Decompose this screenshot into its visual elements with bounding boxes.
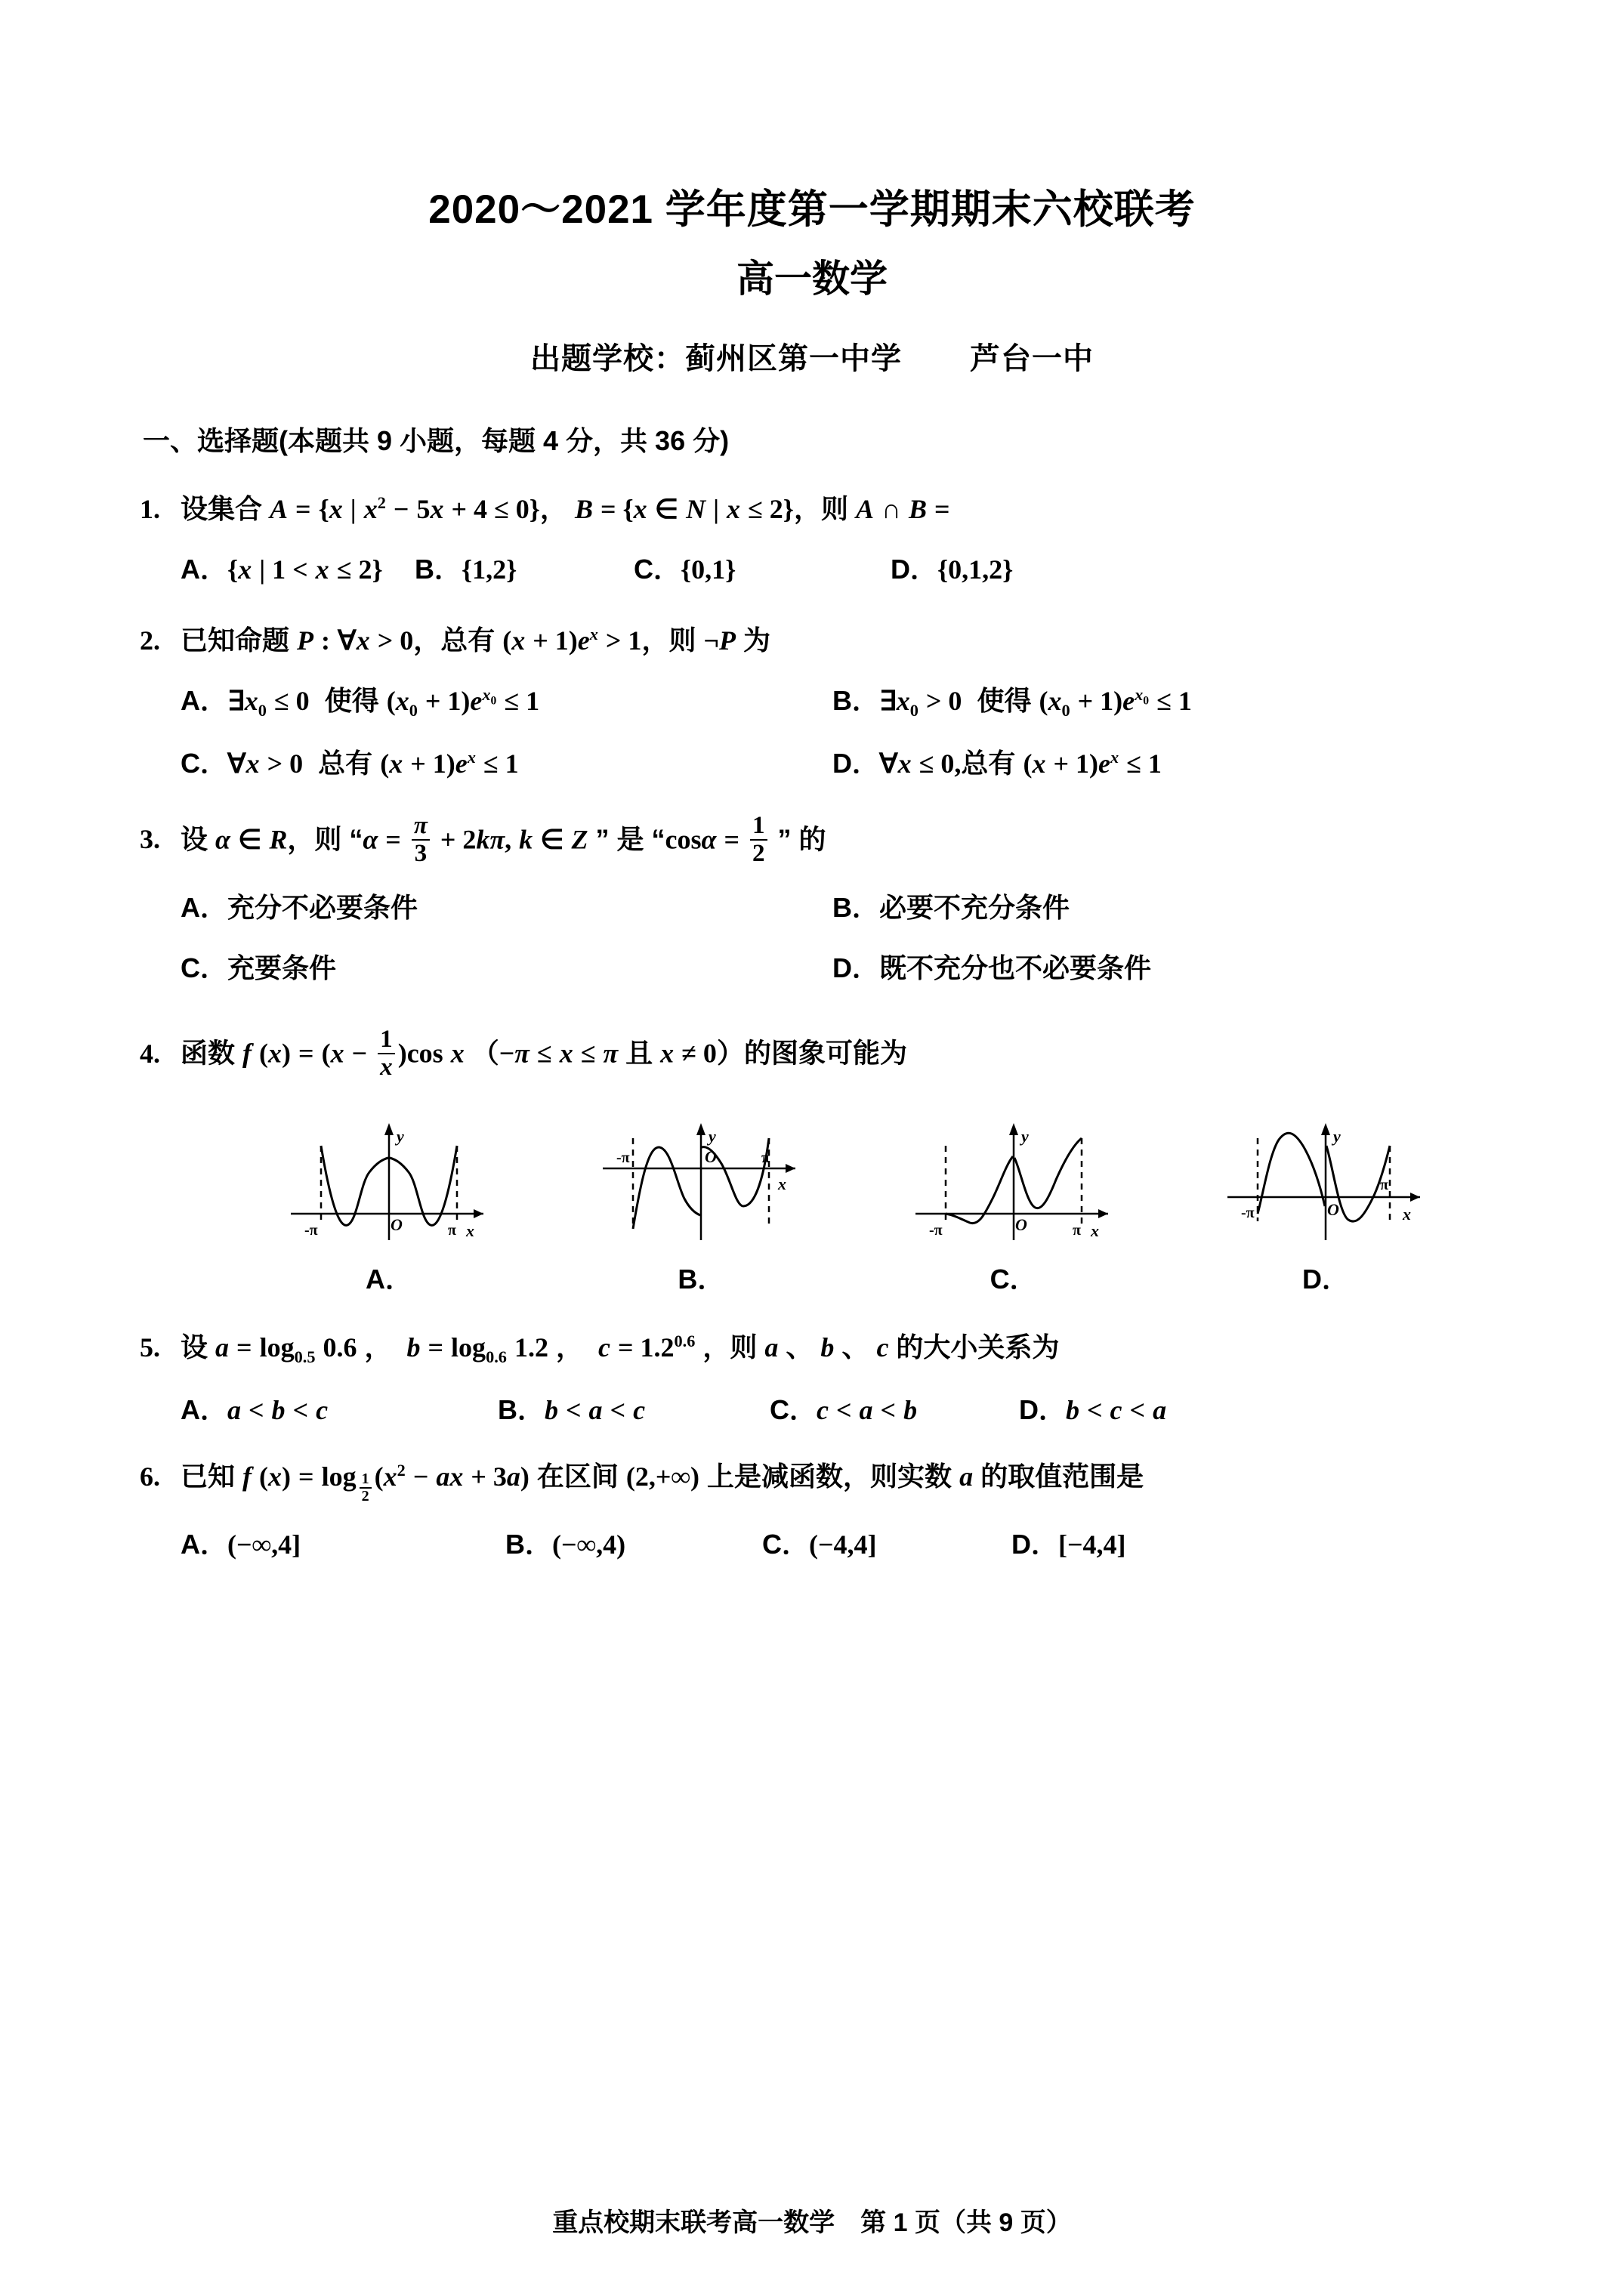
svg-text:-π: -π xyxy=(616,1150,630,1167)
question-5 xyxy=(140,1327,1484,1430)
question-number: 3. xyxy=(140,824,160,855)
svg-text:π: π xyxy=(761,1150,770,1167)
svg-text:y: y xyxy=(1020,1127,1029,1146)
page-title: 2020～2021 学年度第一学期期末六校联考 xyxy=(428,187,1196,232)
svg-text:π: π xyxy=(1072,1222,1081,1239)
graph-a-icon xyxy=(276,1100,502,1251)
option-c[interactable]: C．∀x > 0 总有 $(x + 1)e^x \le 1$ xyxy=(181,747,519,779)
svg-text:π: π xyxy=(448,1222,456,1239)
graph-label-b: B． xyxy=(678,1264,725,1295)
question-text: 设集合 A = {x | $x^2 - 5x + 4 \le 0$}， B = {x ∈ N | x ≤ 2}，则 A ∩ B = xyxy=(181,493,950,525)
question-4-graphs xyxy=(140,1100,1484,1300)
option-a[interactable]: A．充分不必要条件 xyxy=(181,892,418,924)
svg-text:-π: -π xyxy=(304,1222,318,1239)
question-3-options-row1 xyxy=(140,887,1484,928)
question-text: 设 $a = \log_{0.5} 0.6$ ， $b = \log_{0.6} 1.2$ ， $c = 1.2^{0.6}$ ，则 a 、 b 、 c 的大小关系为 xyxy=(181,1332,1060,1367)
graph-label-c: C． xyxy=(990,1264,1037,1295)
option-b[interactable]: B．b < a < c xyxy=(498,1393,646,1425)
graph-option-a[interactable] xyxy=(276,1100,502,1300)
option-c[interactable]: C．(−4,4] xyxy=(762,1528,877,1560)
svg-text:x: x xyxy=(778,1174,787,1194)
option-d[interactable]: D．既不充分也不必要条件 xyxy=(832,952,1151,984)
question-1-options xyxy=(140,549,1484,590)
section-heading: 一、选择题(本题共 9 小题，每题 4 分，共 36 分) xyxy=(143,425,730,457)
question-text: 函数 f (x) = (x − $\frac{1}{x}$ )cos x （−π ≤ x ≤ π 且 x ≠ 0）的图象可能为 xyxy=(181,1025,907,1082)
svg-text:O: O xyxy=(705,1147,718,1167)
question-6-options xyxy=(140,1524,1484,1565)
option-b[interactable]: B．$\exists x_0 > 0$ 使得 $(x_0 + 1)e^{x_0} \le 1$ xyxy=(832,685,1192,721)
question-2-options-row2 xyxy=(140,743,1484,784)
question-number: 5. xyxy=(140,1332,160,1363)
question-number: 4. xyxy=(140,1038,160,1069)
option-a[interactable]: A．(−∞,4] xyxy=(181,1528,301,1560)
question-number: 2. xyxy=(140,625,160,656)
svg-text:-π: -π xyxy=(1240,1205,1255,1222)
question-2 xyxy=(140,620,1484,784)
graph-label-a: A． xyxy=(366,1264,412,1295)
page-footer: 重点校期末联考高一数学 第 1 页（共 9 页） xyxy=(552,2208,1072,2237)
svg-text:-π: -π xyxy=(928,1222,943,1239)
graph-label-d: D． xyxy=(1301,1264,1349,1295)
graph-option-d[interactable] xyxy=(1212,1100,1439,1300)
question-3 xyxy=(140,810,1484,989)
question-text: 已知 f (x) = log $_{\frac{1}{2}}$ ($x^2$ − ax + 3a) 在区间 (2,+∞) 上是减函数，则实数 a 的取值范围是 xyxy=(181,1460,1144,1504)
option-b[interactable]: B．{1,2} xyxy=(415,554,517,585)
question-2-options-row1 xyxy=(140,680,1484,724)
question-number: 6. xyxy=(140,1461,160,1492)
option-a[interactable]: A．$\exists x_0 \le 0$ 使得 $(x_0 + 1)e^{x_0} \le 1$ xyxy=(181,685,540,721)
option-c[interactable]: C．c < a < b xyxy=(770,1393,918,1425)
question-4 xyxy=(140,1025,1484,1300)
svg-text:O: O xyxy=(1014,1215,1027,1235)
question-5-options xyxy=(140,1390,1484,1430)
graph-option-b[interactable] xyxy=(588,1100,814,1300)
question-number: 1. xyxy=(140,494,160,525)
page-subtitle: 高一数学 xyxy=(736,258,888,301)
option-d[interactable]: D．{0,1,2} xyxy=(891,554,1014,585)
svg-text:x: x xyxy=(1402,1205,1411,1224)
option-a[interactable]: A．{x | 1 < x ≤ 2} xyxy=(181,554,383,585)
school-secondary: 芦台一中 xyxy=(970,342,1094,376)
option-d[interactable]: D．∀x ≤ 0,总有 $(x + 1)e^x \le 1$ xyxy=(832,747,1162,779)
graph-option-c[interactable] xyxy=(900,1100,1127,1300)
svg-text:y: y xyxy=(709,1127,717,1146)
svg-text:y: y xyxy=(397,1127,404,1146)
school-line xyxy=(140,335,1484,378)
option-b[interactable]: B．必要不充分条件 xyxy=(832,892,1070,924)
svg-text:π: π xyxy=(1379,1177,1388,1194)
option-d[interactable]: D．b < c < a xyxy=(1019,1393,1167,1425)
svg-text:O: O xyxy=(1326,1200,1339,1220)
question-1 xyxy=(140,489,1484,590)
graph-d-icon xyxy=(1212,1100,1439,1251)
school-primary: 出题学校：蓟州区第一中学 xyxy=(530,342,902,376)
graph-c-icon xyxy=(900,1100,1127,1251)
svg-text:y: y xyxy=(1332,1127,1341,1146)
svg-text:x: x xyxy=(1090,1221,1099,1241)
question-text: 已知命题 P : ∀x > 0，总有 $(x + 1)e^x > 1$，则 ¬P 为 xyxy=(181,625,770,656)
svg-text:x: x xyxy=(466,1221,474,1241)
graph-b-icon xyxy=(588,1100,814,1251)
option-d[interactable]: D．[−4,4] xyxy=(1011,1528,1126,1560)
option-c[interactable]: C．{0,1} xyxy=(634,554,736,585)
option-b[interactable]: B．(−∞,4) xyxy=(505,1528,626,1560)
question-6 xyxy=(140,1456,1484,1565)
option-c[interactable]: C．充要条件 xyxy=(181,952,336,984)
question-text: 设 α ∈ R，则 “α = $\frac{\pi}{3}$ + 2kπ, k ∈ Z ” 是 “cosα = $\frac{1}{2}$ ” 的 xyxy=(181,810,826,867)
question-3-options-row2 xyxy=(140,948,1484,989)
option-a[interactable]: A．a < b < c xyxy=(181,1393,329,1425)
svg-text:O: O xyxy=(391,1215,403,1235)
